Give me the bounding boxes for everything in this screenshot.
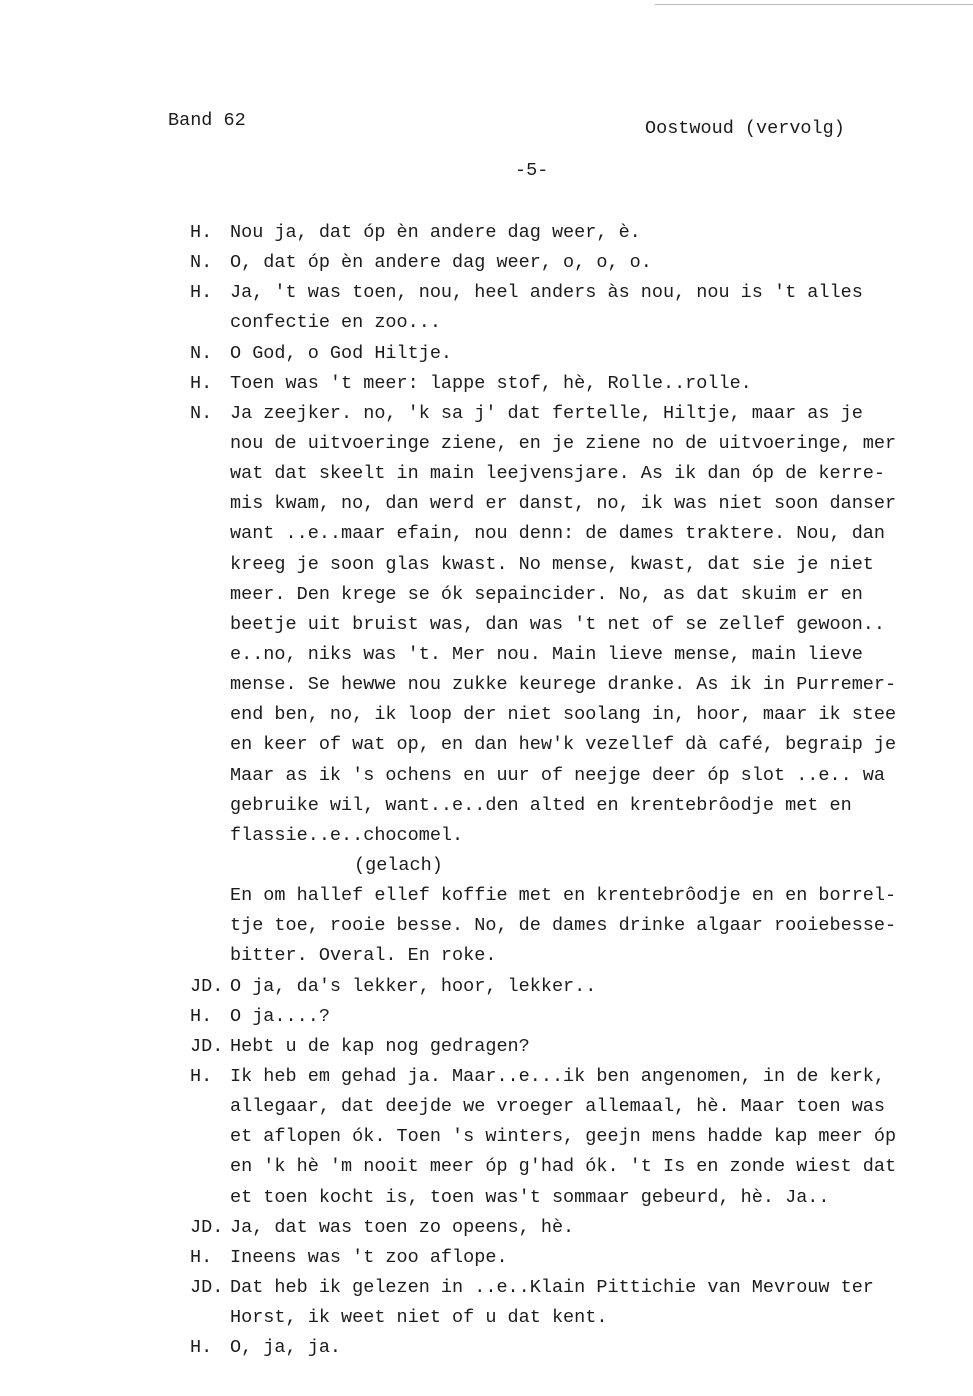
transcript-line	[190, 369, 973, 399]
transcript-line	[190, 941, 973, 971]
line-text: O, dat óp èn andere dag weer, o, o, o.	[230, 252, 652, 274]
transcript-line	[190, 1152, 973, 1182]
speaker-label: JD.	[190, 1035, 224, 1057]
line-text: mense. Se hewwe nou zukke keurege dranke. As ik in Purremer-	[230, 674, 897, 696]
line-text: en 'k hè 'm nooit meer óp g'had ók. 't Is en zonde wiest dat	[230, 1156, 897, 1178]
line-text: e..no, niks was 't. Mer nou. Main lieve mense, main lieve	[230, 643, 863, 665]
transcript-line	[190, 610, 973, 640]
transcript-line	[190, 580, 973, 610]
line-text: beetje uit bruist was, dan was 't net of se zellef gewoon..	[230, 613, 886, 635]
scan-edge-line	[655, 4, 973, 5]
page-number: -5-	[515, 160, 549, 181]
line-text: et toen kocht is, toen was't sommaar gebeurd, hè. Ja..	[230, 1186, 830, 1208]
transcript-line	[190, 791, 973, 821]
speaker-label: JD.	[190, 1276, 224, 1298]
line-text: Ja zeejker. no, 'k sa j' dat fertelle, Hiltje, maar as je	[230, 402, 863, 424]
transcript-line	[190, 911, 973, 941]
speaker-label: H.	[190, 1065, 213, 1087]
line-text: wat dat skeelt in main leejvensjare. As ik dan óp de kerre-	[230, 463, 886, 485]
line-text: Toen was 't meer: lappe stof, hè, Rolle..rolle.	[230, 372, 752, 394]
transcript-line	[190, 700, 973, 730]
speaker-label: JD.	[190, 975, 224, 997]
transcript-line	[190, 972, 973, 1002]
band-number: Band 62	[168, 110, 246, 131]
line-text: allegaar, dat deejde we vroeger allemaal, hè. Maar toen was	[230, 1096, 886, 1118]
line-text: confectie en zoo...	[230, 312, 441, 334]
transcript-line	[190, 339, 973, 369]
line-text: Maar as ik 's ochens en uur of neejge deer óp slot ..e.. wa	[230, 764, 886, 786]
line-text: Ineens was 't zoo aflope.	[230, 1246, 508, 1268]
line-text: et aflopen ók. Toen 's winters, geejn mens hadde kap meer óp	[230, 1126, 897, 1148]
transcript-line	[190, 1183, 973, 1213]
line-text: (gelach)	[354, 854, 443, 876]
line-text: Dat heb ik gelezen in ..e..Klain Pittichie van Mevrouw ter	[230, 1276, 874, 1298]
line-text: Horst, ik weet niet of u dat kent.	[230, 1307, 608, 1329]
speaker-label: H.	[190, 1005, 213, 1027]
transcript-line	[190, 1213, 973, 1243]
line-text: kreeg je soon glas kwast. No mense, kwast, dat sie je niet	[230, 553, 874, 575]
transcript-line	[190, 519, 973, 549]
speaker-label: H.	[190, 282, 213, 304]
speaker-label: H.	[190, 1246, 213, 1268]
speaker-label: H.	[190, 1337, 213, 1359]
transcript-line	[190, 1333, 973, 1363]
location-title: Oostwoud (vervolg)	[645, 118, 845, 139]
speaker-label: H.	[190, 372, 213, 394]
line-text: nou de uitvoeringe ziene, en je ziene no de uitvoeringe, mer	[230, 432, 897, 454]
transcript-line	[190, 429, 973, 459]
speaker-label: N.	[190, 402, 213, 424]
line-text: flassie..e..chocomel.	[230, 824, 464, 846]
transcript-line	[190, 1002, 973, 1032]
transcript-line	[190, 730, 973, 760]
line-text: bitter. Overal. En roke.	[230, 945, 497, 967]
speaker-label: N.	[190, 342, 213, 364]
transcript-line	[190, 1273, 973, 1303]
transcript-line	[190, 550, 973, 580]
line-text: O ja....?	[230, 1005, 330, 1027]
transcript-line	[190, 489, 973, 519]
transcript-line	[190, 1122, 973, 1152]
transcript-line	[190, 851, 973, 881]
line-text: Nou ja, dat óp èn andere dag weer, è.	[230, 222, 641, 243]
line-text: meer. Den krege se ók sepaincider. No, as dat skuim er en	[230, 583, 863, 605]
transcript-line	[190, 459, 973, 489]
line-text: end ben, no, ik loop der niet soolang in, hoor, maar ik stee	[230, 704, 897, 726]
transcript-line	[190, 670, 973, 700]
transcript-line	[190, 1303, 973, 1333]
transcript-line	[190, 399, 973, 429]
transcript-line	[190, 881, 973, 911]
transcript-line	[190, 761, 973, 791]
transcript-line	[190, 1032, 973, 1062]
speaker-label: N.	[190, 252, 213, 274]
line-text: Ja, dat was toen zo opeens, hè.	[230, 1216, 575, 1238]
transcript-line	[190, 1243, 973, 1273]
transcript-line	[190, 1092, 973, 1122]
transcript-line	[190, 308, 973, 338]
speaker-label: JD.	[190, 1216, 224, 1238]
line-text: tje toe, rooie besse. No, de dames drinke algaar rooiebesse-	[230, 915, 897, 937]
transcript-line	[190, 821, 973, 851]
transcript-line	[190, 278, 973, 308]
transcript-line	[190, 248, 973, 278]
transcript-line	[190, 640, 973, 670]
transcript-body	[190, 218, 973, 1363]
line-text: mis kwam, no, dan werd er danst, no, ik was niet soon danser	[230, 493, 897, 515]
speaker-label: H.	[190, 222, 213, 243]
line-text: gebruike wil, want..e..den alted en krentebrôodje met en	[230, 794, 852, 816]
transcript-line	[190, 218, 973, 248]
line-text: want ..e..maar efain, nou denn: de dames traktere. Nou, dan	[230, 523, 886, 545]
line-text: O, ja, ja.	[230, 1337, 342, 1359]
line-text: O God, o God Hiltje.	[230, 342, 453, 364]
line-text: en keer of wat op, en dan hew'k vezellef dà café, begraip je	[230, 734, 897, 756]
line-text: O ja, da's lekker, hoor, lekker..	[230, 975, 597, 997]
line-text: Ik heb em gehad ja. Maar..e...ik ben angenomen, in de kerk,	[230, 1065, 886, 1087]
transcript-line	[190, 1062, 973, 1092]
line-text: Ja, 't was toen, nou, heel anders às nou, nou is 't alles	[230, 282, 863, 304]
line-text: Hebt u de kap nog gedragen?	[230, 1035, 530, 1057]
line-text: En om hallef ellef koffie met en krentebrôodje en en borrel-	[230, 885, 897, 907]
